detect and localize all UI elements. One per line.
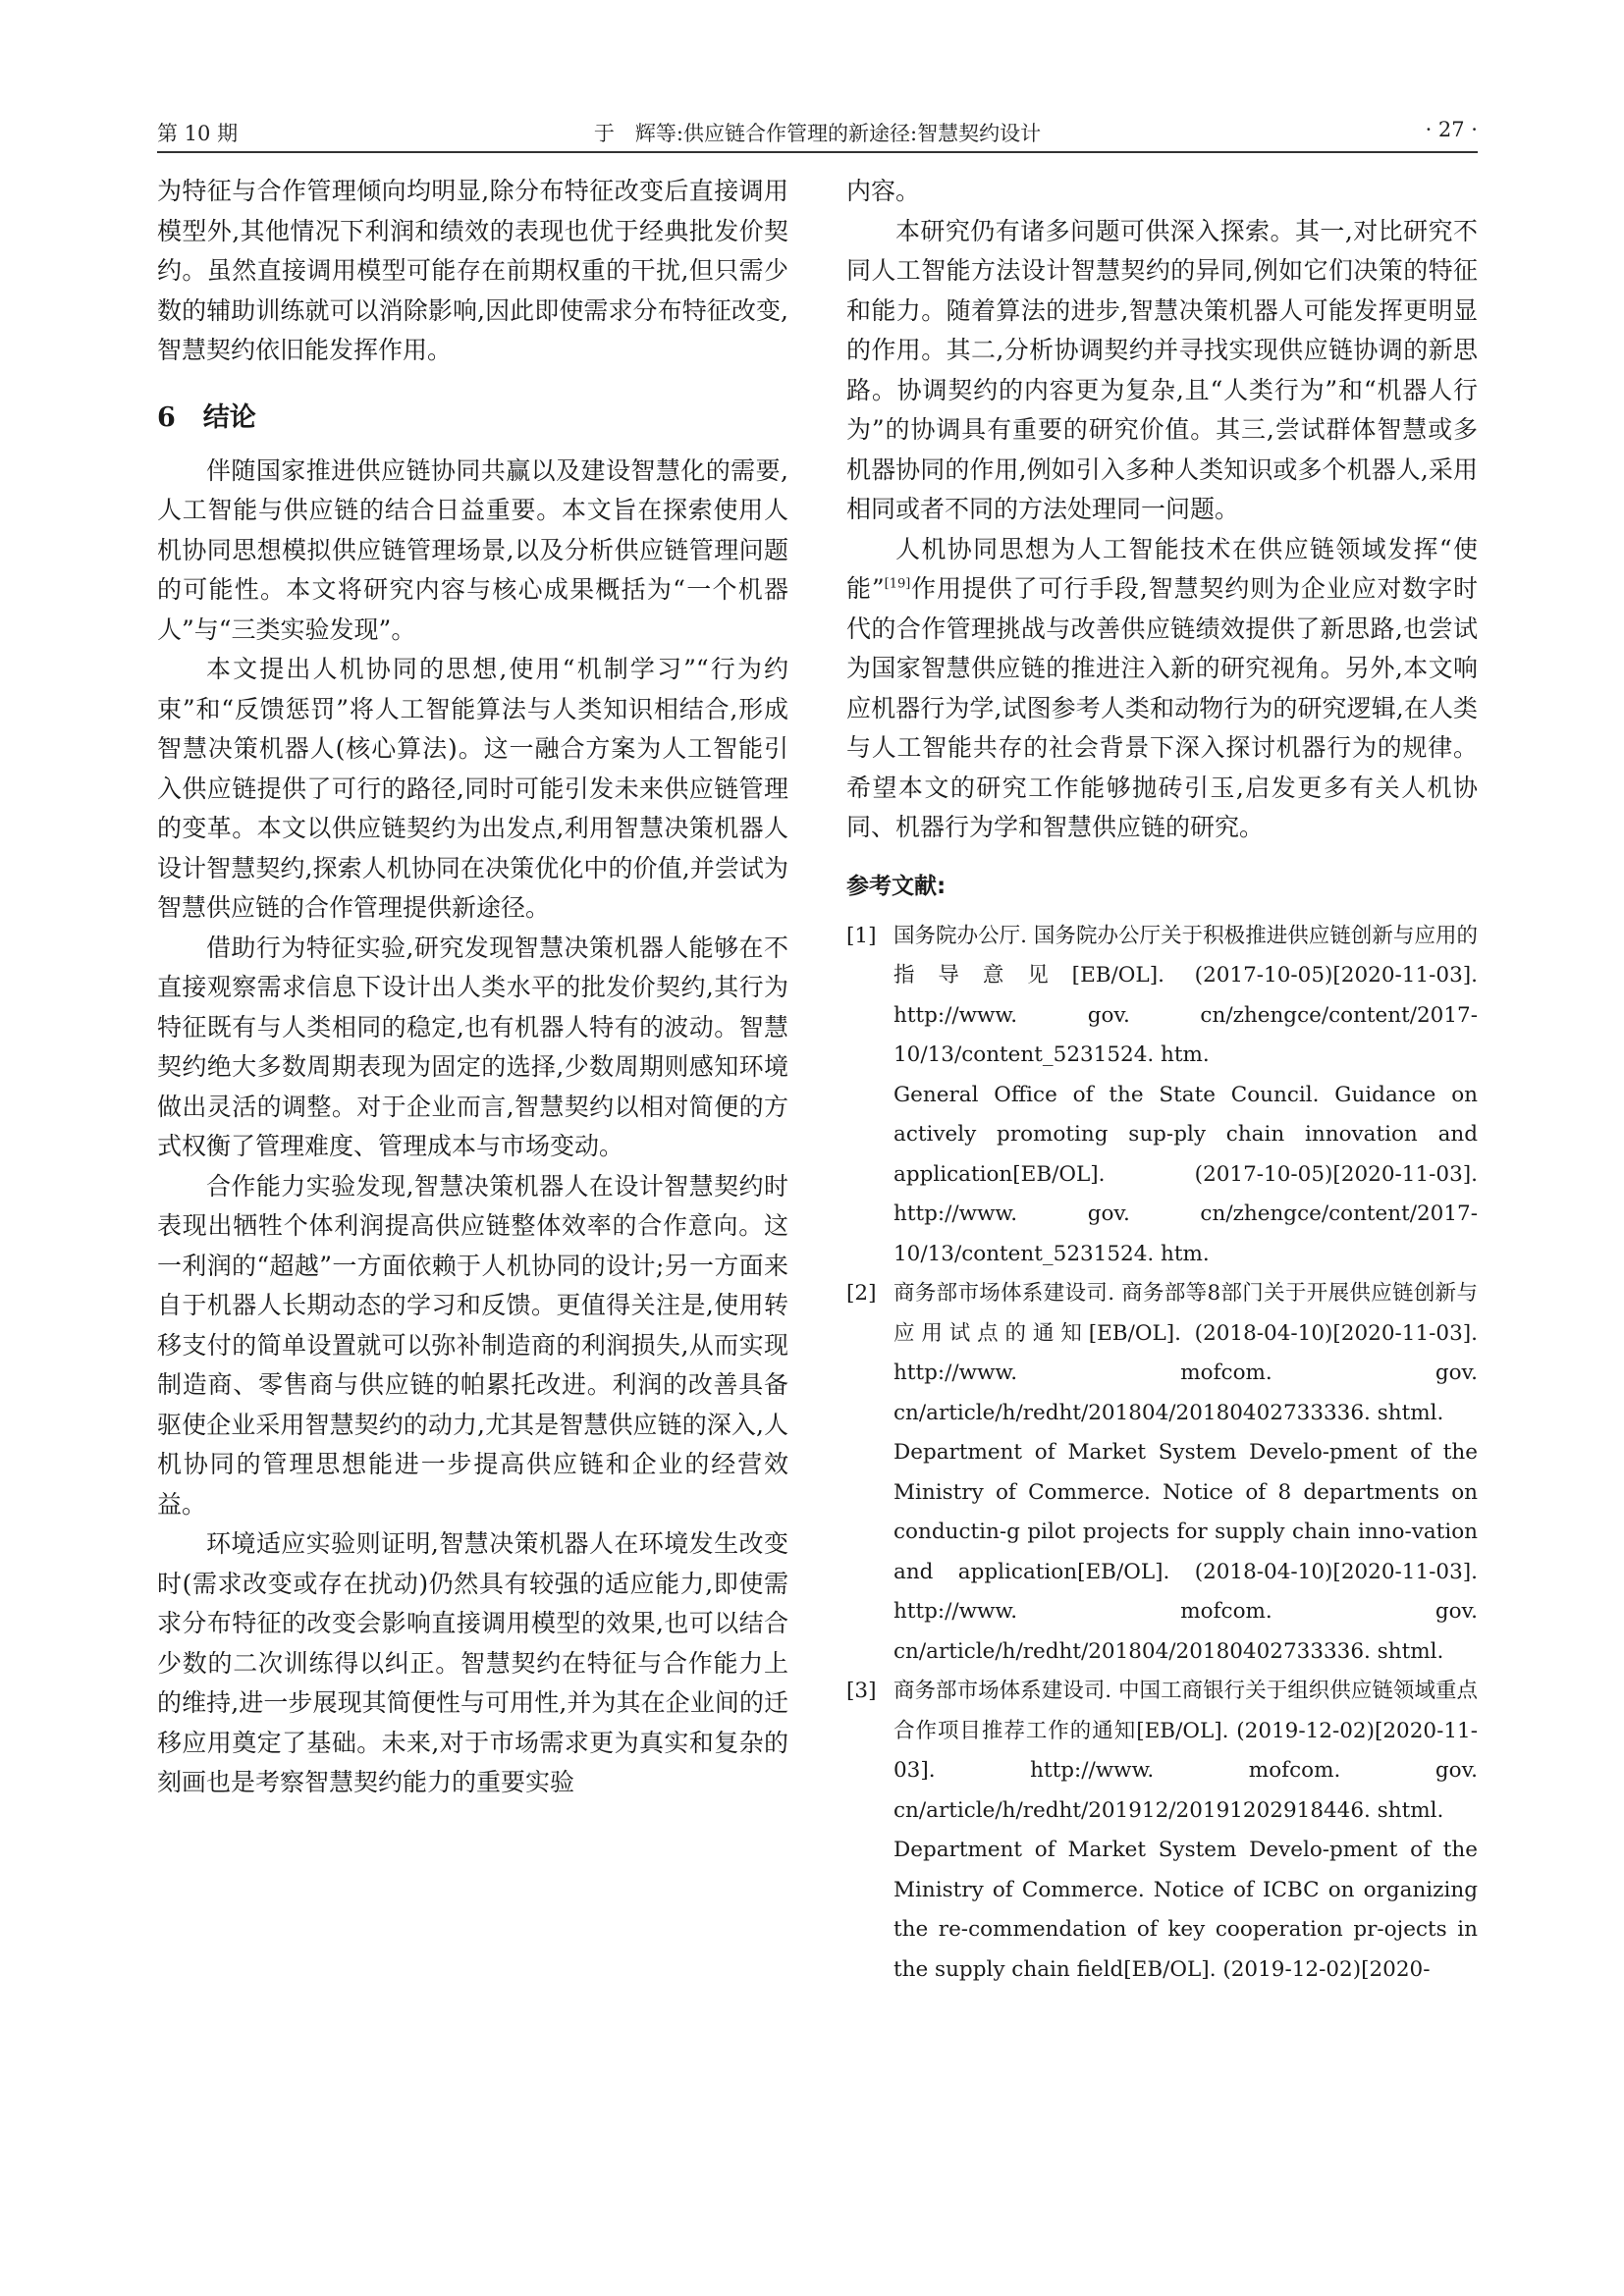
paragraph: 本研究仍有诸多问题可供深入探索。其一,对比研究不同人工智能方法设计智慧契约的异同,例如它们决策的特征和能力。随着算法的进步,智慧决策机器人可能发挥更明显的作用。其二,分析协调契约并寻找实现供应链协调的新思路。协调契约的内容更为复杂,且“人类行为”和“机器人行为”的协调具有重要的研究价值。其三,尝试群体智慧或多机器协同的作用,例如引入多种人类知识或多个机器人,采用相同或者不同的方法处理同一问题。	[846, 216, 1478, 523]
paragraph: 伴随国家推进供应链协同共赢以及建设智慧化的需要,人工智能与供应链的结合日益重要。本文旨在探索使用人机协同思想模拟供应链管理场景,以及分析供应链管理问题的可能性。本文将研究内容与核心成果概括为“一个机器人”与“三类实验发现”。	[157, 455, 788, 644]
paragraph-continued: 内容。	[846, 177, 921, 205]
references-heading: 参考文献:	[846, 873, 947, 899]
paragraph: 借助行为特征实验,研究发现智慧决策机器人能够在不直接观察需求信息下设计出人类水平的批发价契约,其行为特征既有与人类相同的稳定,也有机器人特有的波动。智慧契约绝大多数周期表现为固定的选择,少数周期则感知环境做出灵活的调整。对于企业而言,智慧契约以相对简便的方式权衡了管理难度、管理成本与市场变动。	[157, 933, 788, 1160]
section-title: 结论	[202, 401, 256, 433]
reference-chinese: 商务部市场体系建设司. 中国工商银行关于组织供应链领域重点合作项目推荐工作的通知[EB/OL]. (2019-12-02)[2020-11-03]. http://www. mofcom. gov. cn/article/h/redht/201912/20191202918446. shtml.	[893, 1679, 1478, 1823]
reference-item	[846, 917, 1478, 1275]
paragraph	[846, 530, 1478, 848]
section-heading	[157, 399, 788, 438]
reference-english: Department of Market System Develo-pment of the Ministry of Commerce. Notice of 8 departments on conductin-g pilot projects for supply chain inno-vation and application[EB/OL]. (2018-04-10)[2020-11-03]. http://www. mofcom. gov. cn/article/h/redht/201804/20180402733336. shtml.	[893, 1440, 1478, 1664]
reference-number: [3]	[846, 1679, 877, 1703]
section-number: 6	[157, 401, 176, 433]
reference-number: [2]	[846, 1281, 877, 1306]
reference-chinese: 商务部市场体系建设司. 商务部等8部门关于开展供应链创新与应用试点的通知[EB/OL]. (2018-04-10)[2020-11-03]. http://www. mofcom. gov. cn/article/h/redht/201804/20180402733336. shtml.	[893, 1281, 1478, 1425]
reference-english: General Office of the State Council. Guidance on actively promoting sup-ply chain innovation and application[EB/OL]. (2017-10-05)[2020-11-03]. http://www. gov. cn/zhengce/content/2017-10/13/content_5231524. htm.	[893, 1082, 1478, 1266]
reference-number: [1]	[846, 923, 877, 948]
paragraph-continued: 为特征与合作管理倾向均明显,除分布特征改变后直接调用模型外,其他情况下利润和绩效的表现也优于经典批发价契约。虽然直接调用模型可能存在前期权重的干扰,但只需少数的辅助训练就可以消除影响,因此即使需求分布特征改变,智慧契约依旧能发挥作用。	[157, 177, 788, 364]
paragraph: 合作能力实验发现,智慧决策机器人在设计智慧契约时表现出牺牲个体利润提高供应链整体效率的合作意向。这一利润的“超越”一方面依赖于人机协同的设计;另一方面来自于机器人长期动态的学习和反馈。更值得关注是,使用转移支付的简单设置就可以弥补制造商的利润损失,从而实现制造商、零售商与供应链的帕累托改进。利润的改善具备驱使企业采用智慧契约的动力,尤其是智慧供应链的深入,人机协同的管理思想能进一步提高供应链和企业的经营效益。	[157, 1171, 788, 1519]
page-number: · 27 ·	[1425, 118, 1478, 141]
reference-item	[846, 1672, 1478, 1990]
reference-item	[846, 1274, 1478, 1672]
reference-chinese: 国务院办公厅. 国务院办公厅关于积极推进供应链创新与应用的指导意见[EB/OL]. (2017-10-05)[2020-11-03]. http://www. gov. cn/zhengce/content/2017-10/13/content_5231524. htm.	[893, 923, 1478, 1067]
paragraph-text: 作用提供了可行手段,智慧契约则为企业应对数字时代的合作管理挑战与改善供应链绩效提供了新思路,也尝试为国家智慧供应链的推进注入新的研究视角。另外,本文响应机器行为学,试图参考人类和动物行为的研究逻辑,在人类与人工智能共存的社会背景下深入探讨机器行为的规律。希望本文的研究工作能够抛砖引玉,启发更多有关人机协同、机器行为学和智慧供应链的研究。	[846, 574, 1478, 841]
right-column	[846, 172, 1478, 1990]
paragraph: 环境适应实验则证明,智慧决策机器人在环境发生改变时(需求改变或存在扰动)仍然具有较强的适应能力,即使需求分布特征的改变会影响直接调用模型的效果,也可以结合少数的二次训练得以纠正。智慧契约在特征与合作能力上的维持,进一步展现其简便性与可用性,并为其在企业间的迁移应用奠定了基础。未来,对于市场需求更为真实和复杂的刻画也是考察智慧契约能力的重要实验	[157, 1529, 788, 1796]
running-title: 于 辉等:供应链合作管理的新途径:智慧契约设计	[593, 122, 1042, 145]
paragraph: 本文提出人机协同的思想,使用“机制学习”“行为约束”和“反馈惩罚”将人工智能算法与人类知识相结合,形成智慧决策机器人(核心算法)。这一融合方案为人工智能引入供应链提供了可行的路径,同时可能引发未来供应链管理的变革。本文以供应链契约为出发点,利用智慧决策机器人设计智慧契约,探索人机协同在决策优化中的价值,并尝试为智慧供应链的合作管理提供新途径。	[157, 655, 788, 922]
citation-marker: [19]	[884, 576, 911, 592]
running-header	[157, 116, 1478, 153]
reference-english: Department of Market System Develo-pment of the Ministry of Commerce. Notice of ICBC on organizing the re-commendation of key cooperation pr-ojects in the supply chain field[EB/OL]. (2019-12-02)[2020-	[893, 1838, 1478, 1982]
paragraph-text: 人机协同思想为人工智能技术在供应链领域发挥“使能”	[846, 534, 1478, 603]
left-column	[157, 172, 788, 1803]
issue-number: 第 10 期	[157, 122, 239, 145]
